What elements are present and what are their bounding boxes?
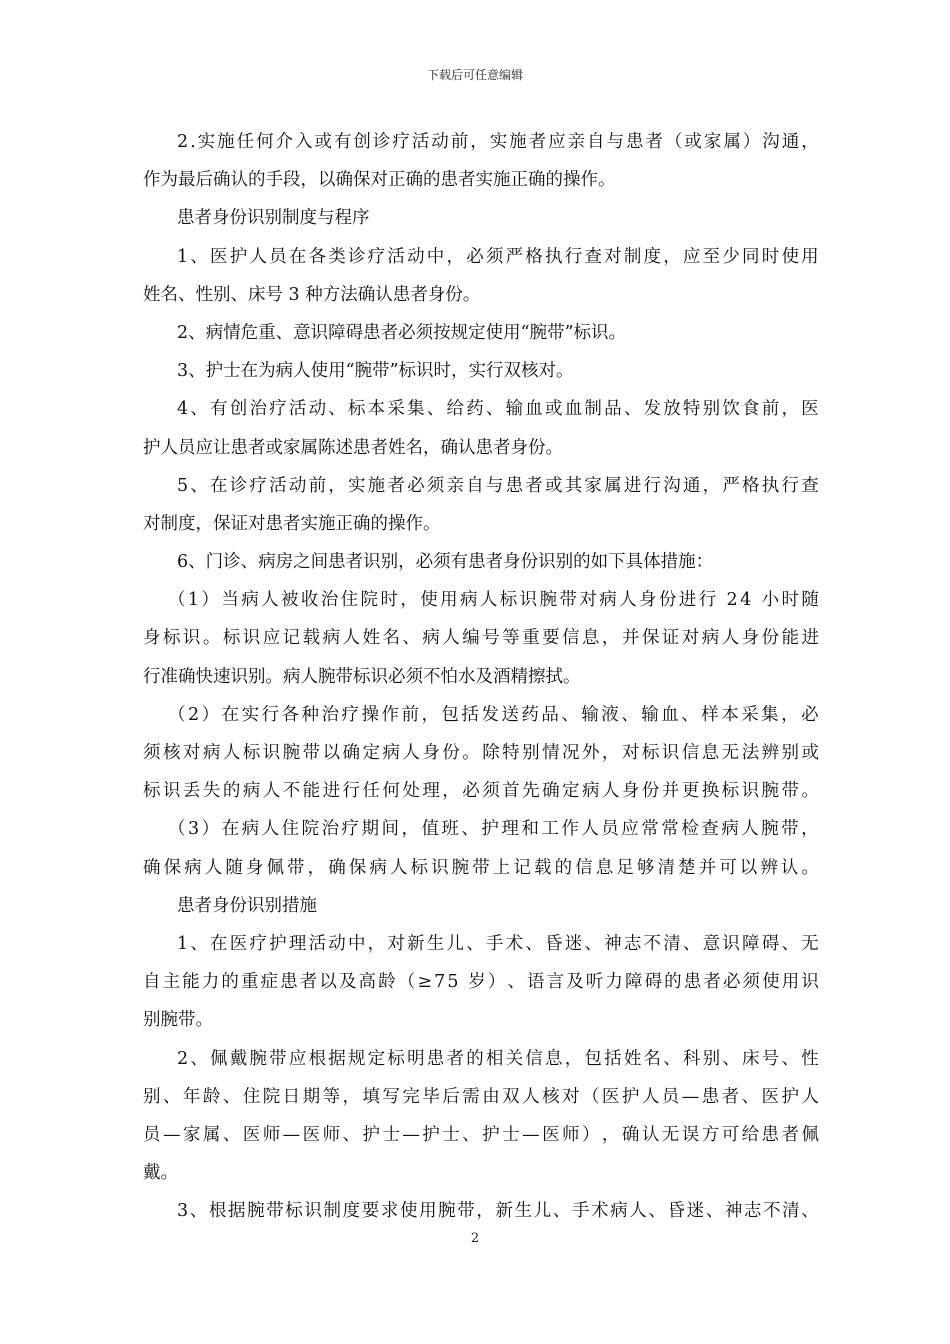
text-line: 3、护士在为病人使用“腕带”标识时，实行双核对。: [177, 361, 574, 382]
text-line: 患者身份识别制度与程序: [177, 208, 370, 229]
text-line: 5 、 在 诊 疗 活 动 前 ， 实 施 者 必 须 亲 自 与 患 者 或 其 家 属 进 行 沟 通 ， 严 格 执 行 查: [177, 475, 819, 496]
text-line: 1 、 医 护 人 员 在 各 类 诊 疗 活 动 中 ， 必 须 严 格 执 行 查 对 制 度 ， 应 至 少 同 时 使 用: [177, 246, 819, 267]
text-line: 2 . 实 施 任 何 介 入 或 有 创 诊 疗 活 动 前 ， 实 施 者 应 亲 自 与 患 者 （ 或 家 属 ） 沟 通 ，: [177, 132, 819, 152]
text-line: 姓名、性别、床号 3 种方法确认患者身份。: [143, 284, 481, 305]
text-line: （ 2 ） 在 实 行 各 种 治 疗 操 作 前 ， 包 括 发 送 药 品 、 输 液 、 输 血 、 样 本 采 集 ， 必: [168, 704, 819, 725]
text-line: 护人员应让患者或家属陈述患者姓名，确认患者身份。: [143, 437, 563, 458]
text-line: 戴。: [143, 1163, 178, 1184]
text-line: 4 、 有 创 治 疗 活 动 、 标 本 采 集 、 给 药 、 输 血 或 血 制 品 、 发 放 特 别 饮 食 前 ， 医: [177, 399, 819, 420]
page-number: 2: [470, 1231, 480, 1246]
text-line: 3 、 根 据 腕 带 标 识 制 度 要 求 使 用 腕 带 ， 新 生 儿 、 手 术 病 人 、 昏 迷 、 神 志 不 清 、: [177, 1201, 819, 1222]
text-line: 2、病情危重、意识障碍患者必须按规定使用“腕带”标识。: [177, 322, 627, 343]
text-line: 别 、 年 龄 、 住 院 日 期 等 ， 填 写 完 毕 后 需 由 双 人 核 对 （ 医 护 人 员 — 患 者 、 医 护 人: [143, 1086, 819, 1107]
page-header: 下载后可任意编辑: [426, 68, 523, 82]
text-line: 员 — 家 属 、 医 师 — 医 师 、 护 士 — 护 士 、 护 士 — 医 师 ） ， 确 认 无 误 方 可 给 患 者 佩: [143, 1124, 819, 1145]
text-line: 身 标 识 。 标 识 应 记 载 病 人 姓 名 、 病 人 编 号 等 重 要 信 息 ， 并 保 证 对 病 人 身 份 能 进: [143, 628, 819, 649]
text-line: 须 核 对 病 人 标 识 腕 带 以 确 定 病 人 身 份 。 除 特 别 情 况 外 ， 对 标 识 信 息 无 法 辨 别 或: [143, 743, 819, 763]
text-line: 作为最后确认的手段，以确保对正确的患者实施正确的操作。: [143, 170, 616, 191]
text-line: 1 、 在 医 疗 护 理 活 动 中 ， 对 新 生 儿 、 手 术 、 昏 迷 、 神 志 不 清 、 意 识 障 碍 、 无: [177, 933, 819, 954]
text-line: 自 主 能 力 的 重 症 患 者 以 及 高 龄 （ ≥ 7 5 岁 ） 、 语 言 及 听 力 障 碍 的 患 者 必 须 使 用 识: [143, 972, 819, 993]
document-body: [143, 123, 819, 1230]
text-line: 2 、 佩 戴 腕 带 应 根 据 规 定 标 明 患 者 的 相 关 信 息 ， 包 括 姓 名 、 科 别 、 床 号 、 性: [177, 1048, 819, 1069]
text-line: 行准确快速识别。病人腕带标识必须不怕水及酒精擦拭。: [143, 666, 581, 687]
text-line: 标 识 丢 失 的 病 人 不 能 进 行 任 何 处 理 ， 必 须 首 先 确 定 病 人 身 份 并 更 换 标 识 腕 带 。: [143, 781, 819, 802]
text-line: 确 保 病 人 随 身 佩 带 ， 确 保 病 人 标 识 腕 带 上 记 载 的 信 息 足 够 清 楚 并 可 以 辨 认 。: [143, 857, 819, 878]
text-line: 对制度，保证对患者实施正确的操作。: [143, 513, 441, 534]
text-line: 别腕带。: [143, 1010, 213, 1031]
text-line: （ 1 ） 当 病 人 被 收 治 住 院 时 ， 使 用 病 人 标 识 腕 带 对 病 人 身 份 进 行 2 4 小 时 随: [168, 590, 819, 611]
text-line: （ 3 ） 在 病 人 住 院 治 疗 期 间 ， 值 班 、 护 理 和 工 作 人 员 应 常 常 检 查 病 人 腕 带 ，: [168, 819, 819, 840]
text-line: 6、门诊、病房之间患者识别，必须有患者身份识别的如下具体措施：: [177, 552, 714, 573]
text-line: 患者身份识别措施: [177, 895, 317, 916]
